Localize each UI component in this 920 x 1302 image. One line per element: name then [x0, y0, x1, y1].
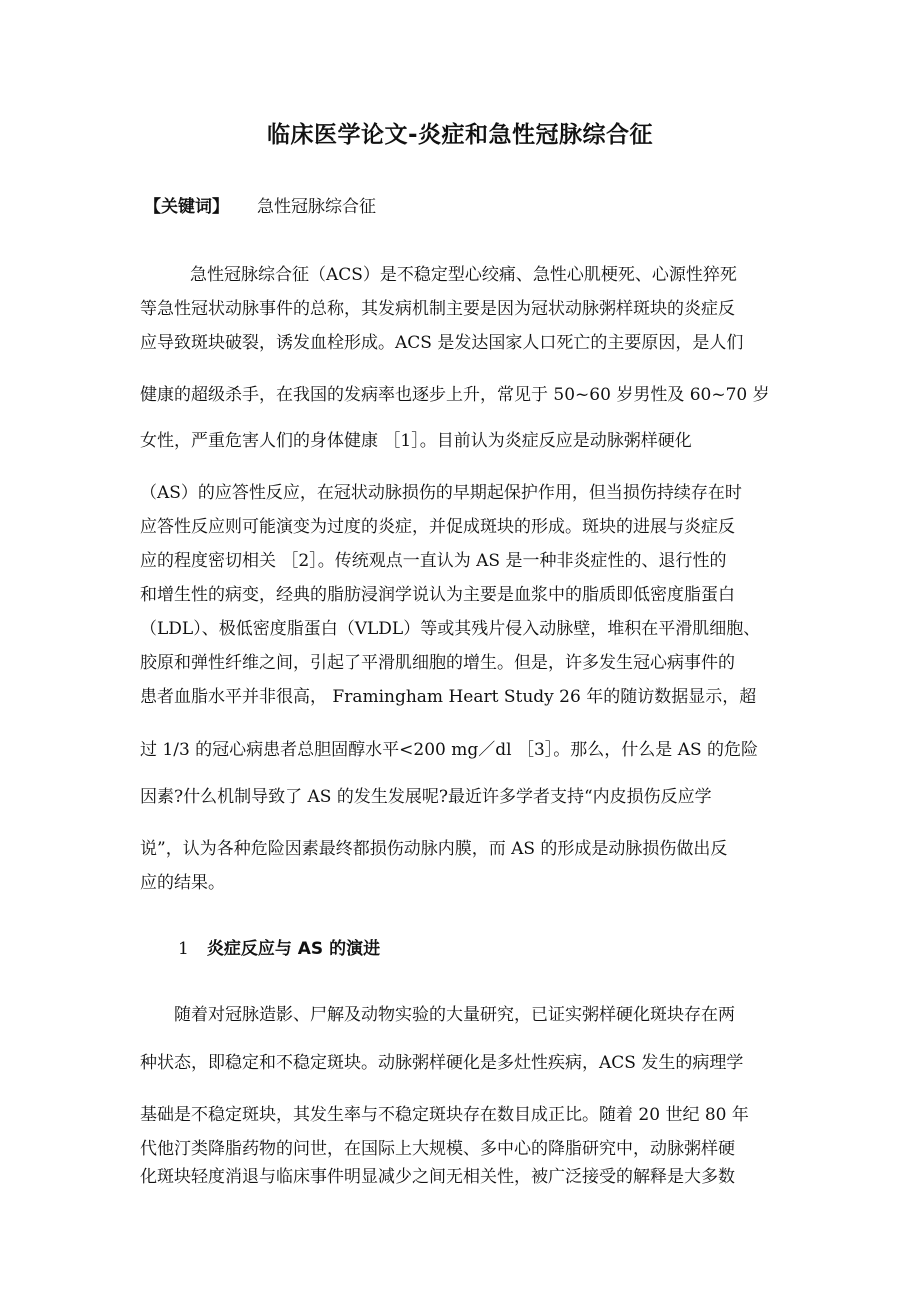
keywords-value: 急性冠脉综合征 [257, 197, 376, 217]
paragraph-2-line: 化斑块轻度消退与临床事件明显减少之间无相关性，被广泛接受的解释是大多数 [140, 1167, 735, 1187]
paragraph-1-line: 说”，认为各种危险因素最终都损伤动脉内膜，而 AS 的形成是动脉损伤做出反 [140, 839, 728, 859]
paragraph-2-line: 代他汀类降脂药物的问世，在国际上大规模、多中心的降脂研究中，动脉粥样硬 [140, 1139, 735, 1159]
paragraph-1-line: 胶原和弹性纤维之间，引起了平滑肌细胞的增生。但是，许多发生冠心病事件的 [140, 653, 735, 673]
paragraph-1-line: （LDL）、极低密度脂蛋白（VLDL）等或其残片侵入动脉壁，堆积在平滑肌细胞、 [140, 619, 761, 639]
paragraph-1-line: 应导致斑块破裂，诱发血栓形成。ACS 是发达国家人口死亡的主要原因，是人们 [140, 333, 744, 353]
paragraph-2-line: 种状态，即稳定和不稳定斑块。动脉粥样硬化是多灶性疾病，ACS 发生的病理学 [140, 1053, 744, 1073]
keywords-row [144, 192, 376, 217]
paragraph-1-line: 女性，严重危害人们的身体健康 ［1］。目前认为炎症反应是动脉粥样硬化 [140, 431, 692, 451]
paragraph-2-line: 随着对冠脉造影、尸解及动物实验的大量研究，已证实粥样硬化斑块存在两 [174, 1005, 735, 1025]
keywords-label: 【关键词】 [144, 197, 229, 217]
paragraph-1-line: 因素?什么机制导致了 AS 的发生发展呢?最近许多学者支持“内皮损伤反应学 [140, 787, 712, 807]
section-heading-text: 炎症反应与 AS 的演进 [206, 939, 381, 959]
section-number: 1 [178, 939, 189, 959]
paragraph-2-line: 基础是不稳定斑块，其发生率与不稳定斑块存在数目成正比。随着 20 世纪 80 年 [140, 1105, 749, 1125]
document-title: 临床医学论文-炎症和急性冠脉综合征 [266, 122, 654, 148]
paragraph-1-line: 等急性冠状动脉事件的总称，其发病机制主要是因为冠状动脉粥样斑块的炎症反 [140, 299, 735, 319]
paragraph-1-line: 应的结果。 [140, 873, 225, 893]
paragraph-1-line: （AS）的应答性反应，在冠状动脉损伤的早期起保护作用，但当损伤持续存在时 [140, 483, 742, 503]
paragraph-1-line: 急性冠脉综合征（ACS）是不稳定型心绞痛、急性心肌梗死、心源性猝死 [190, 265, 737, 285]
paragraph-1-line: 患者血脂水平并非很高， Framingham Heart Study 26 年的随访数据显示，超 [140, 687, 757, 707]
paragraph-1-line: 过 1/3 的冠心病患者总胆固醇水平<200 mg／dl ［3］。那么，什么是 AS 的危险 [140, 740, 759, 760]
paragraph-1-line: 健康的超级杀手，在我国的发病率也逐步上升，常见于 50~60 岁男性及 60~70 岁 [140, 385, 770, 405]
paragraph-1-line: 和增生性的病变，经典的脂肪浸润学说认为主要是血浆中的脂质即低密度脂蛋白 [140, 585, 735, 605]
paragraph-1-line: 应答性反应则可能演变为过度的炎症，并促成斑块的形成。斑块的进展与炎症反 [140, 517, 735, 537]
paragraph-1-line: 应的程度密切相关 ［2］。传统观点一直认为 AS 是一种非炎症性的、退行性的 [140, 551, 727, 571]
section-heading [178, 934, 380, 959]
